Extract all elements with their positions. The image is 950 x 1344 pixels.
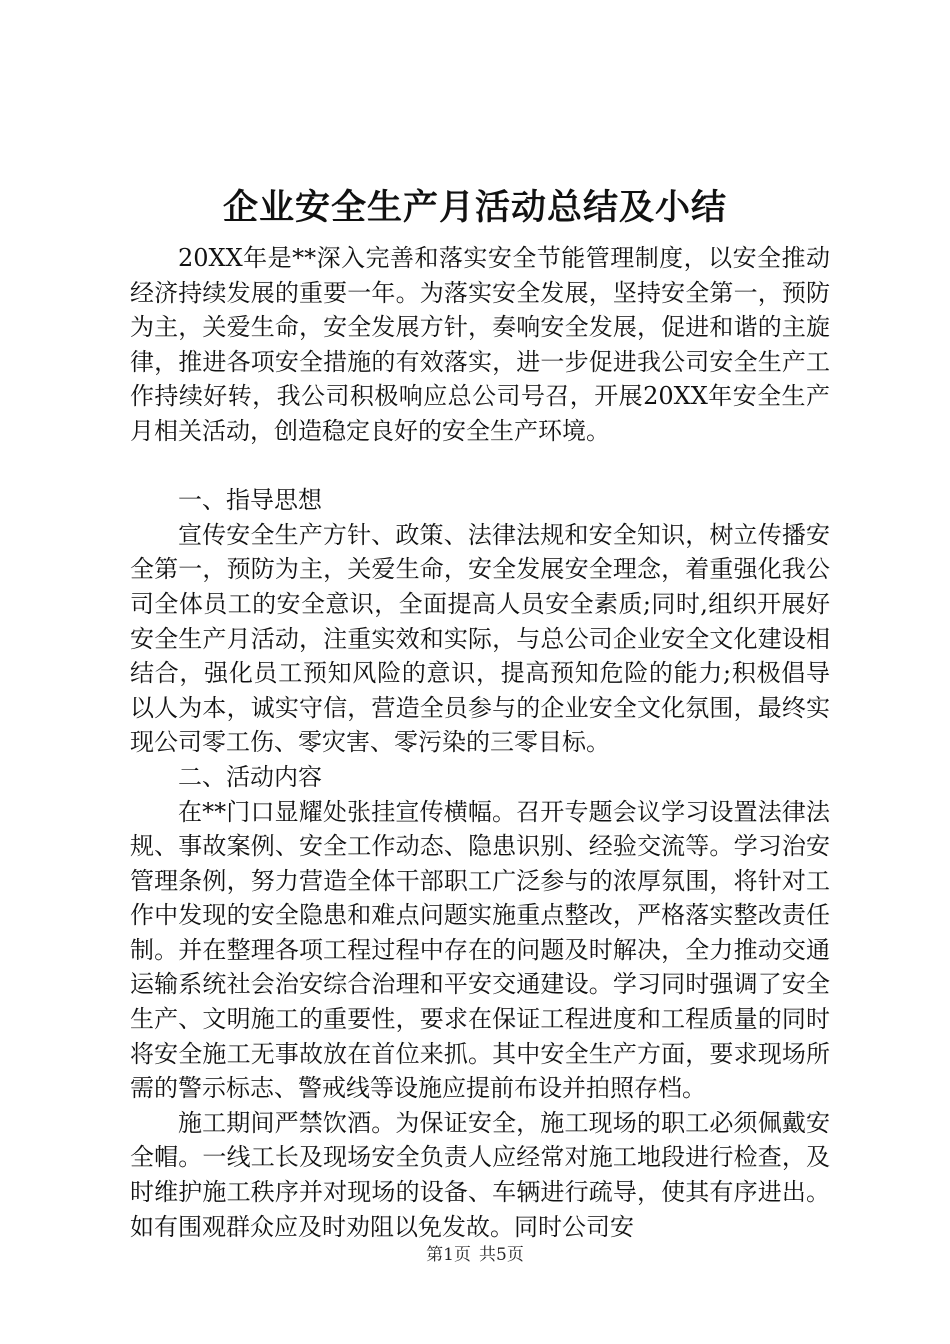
page-footer xyxy=(0,1243,950,1267)
section-paragraph-activity-content-2: 施工期间严禁饮酒。为保证安全，施工现场的职工必须佩戴安全帽。一线工长及现场安全负责人应经常对施工地段进行检查，及时维护施工秩序并对现场的设备、车辆进行疏导，使其有序进出。如有围观群众应及时劝阻以免发故。同时公司安 xyxy=(130,1108,830,1241)
document-title: 企业安全生产月活动总结及小结 xyxy=(222,187,727,228)
intro-paragraph: 20XX年是**深入完善和落实安全节能管理制度，以安全推动经济持续发展的重要一年。为落实安全发展，坚持安全第一，预防为主，关爱生命，安全发展方针，奏响安全发展，促进和谐的主旋律，推进各项安全措施的有效落实，进一步促进我公司安全生产工作持续好转，我公司积极响应总公司号召，开展20XX年安全生产月相关活动，创造稳定良好的安全生产环境。 xyxy=(130,244,830,445)
paragraph-spacer xyxy=(130,449,830,484)
section-heading-guiding-thought: 一、指导思想 xyxy=(178,486,322,515)
document-body xyxy=(130,241,830,1244)
section-paragraph-guiding-thought: 宣传安全生产方针、政策、法律法规和安全知识，树立传播安全第一，预防为主，关爱生命，安全发展安全理念，着重强化我公司全体员工的安全意识，全面提高人员安全素质;同时,组织开展好安全生产月活动，注重实效和实际，与总公司企业安全文化建设相结合，强化员工预知风险的意识，提高预知危险的能力;积极倡导以人为本，诚实守信，营造全员参与的企业安全文化氛围，最终实现公司零工伤、零灾害、零污染的三零目标。 xyxy=(130,520,830,757)
section-heading-activity-content: 二、活动内容 xyxy=(178,762,322,791)
page-total: 共5页 xyxy=(479,1245,524,1265)
section-paragraph-activity-content-1: 在**门口显耀处张挂宣传横幅。召开专题会议学习设置法律法规、事故案例、安全工作动态、隐患识别、经验交流等。学习治安管理条例，努力营造全体干部职工广泛参与的浓厚氛围，将针对工作中发现的安全隐患和难点问题实施重点整改，严格落实整改责任制。并在整理各项工程过程中存在的问题及时解决，全力推动交通运输系统社会治安综合治理和平安交通建设。学习同时强调了安全生产、文明施工的重要性，要求在保证工程进度和工程质量的同时将安全施工无事故放在首位来抓。其中安全生产方面，要求现场所需的警示标志、警戒线等设施应提前布设并拍照存档。 xyxy=(130,797,830,1103)
page-number: 第1页 xyxy=(426,1245,471,1265)
